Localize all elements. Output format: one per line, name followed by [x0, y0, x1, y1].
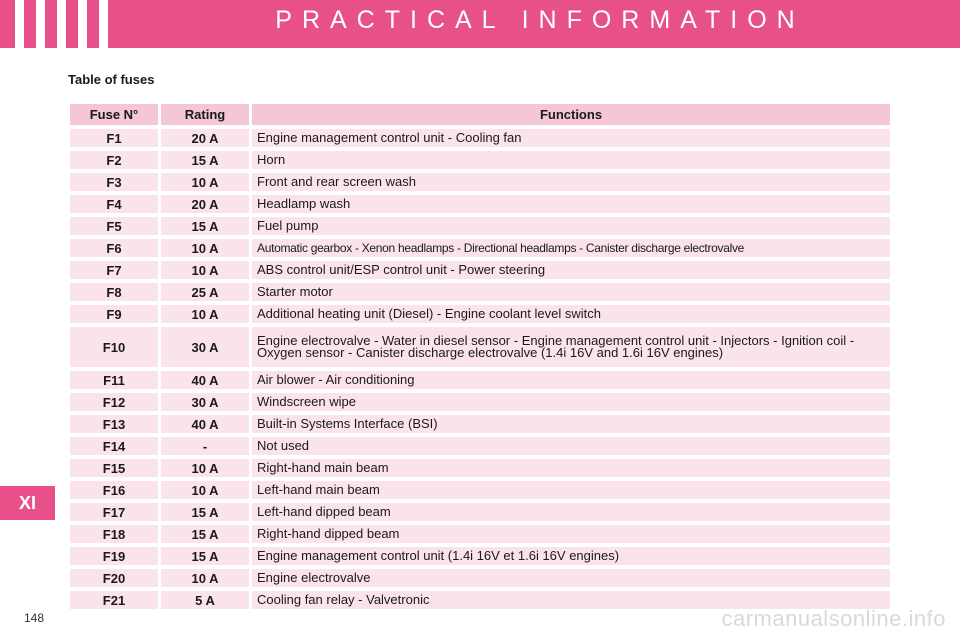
column-header-fuse: Fuse N°	[70, 104, 158, 125]
fuse-number: F1	[70, 129, 158, 147]
fuse-rating: 20 A	[161, 195, 249, 213]
fuse-rating: 15 A	[161, 547, 249, 565]
fuse-function: Built-in Systems Interface (BSI)	[252, 415, 890, 433]
table-row	[70, 129, 890, 147]
fuse-rating: 10 A	[161, 305, 249, 323]
table-row	[70, 305, 890, 323]
fuse-number: F15	[70, 459, 158, 477]
fuse-number: F17	[70, 503, 158, 521]
table-row	[70, 481, 890, 499]
fuse-rating: 10 A	[161, 569, 249, 587]
page-title: PRACTICAL INFORMATION	[275, 6, 805, 34]
fuse-number: F19	[70, 547, 158, 565]
fuse-function: Automatic gearbox - Xenon headlamps - Directional headlamps - Canister discharge electrovalve	[252, 239, 890, 257]
fuse-number: F10	[70, 327, 158, 367]
fuse-table	[67, 100, 893, 613]
fuse-function: Front and rear screen wash	[252, 173, 890, 191]
column-header-rating: Rating	[161, 104, 249, 125]
fuse-function: Windscreen wipe	[252, 393, 890, 411]
fuse-rating: 10 A	[161, 459, 249, 477]
fuse-rating: 25 A	[161, 283, 249, 301]
fuse-number: F6	[70, 239, 158, 257]
table-row	[70, 327, 890, 367]
chapter-tab: XI	[0, 486, 55, 520]
fuse-rating: -	[161, 437, 249, 455]
fuse-function: Engine management control unit (1.4i 16V et 1.6i 16V engines)	[252, 547, 890, 565]
fuse-rating: 10 A	[161, 481, 249, 499]
fuse-function: Headlamp wash	[252, 195, 890, 213]
header-stripes-decoration	[0, 0, 120, 48]
fuse-function: Engine electrovalve	[252, 569, 890, 587]
fuse-function: Engine electrovalve - Water in diesel sensor - Engine management control unit - Injectors - Ignition coil - Oxygen sensor - Canister discharge electrovalve (1.4i 16V and 1.6i 16V engines)	[252, 327, 890, 367]
table-header-row	[70, 104, 890, 125]
table-row	[70, 393, 890, 411]
table-row	[70, 459, 890, 477]
fuse-number: F11	[70, 371, 158, 389]
section-title: Table of fuses	[68, 72, 155, 87]
fuse-rating: 30 A	[161, 327, 249, 367]
fuse-number: F7	[70, 261, 158, 279]
table-row	[70, 437, 890, 455]
fuse-function: Engine management control unit - Cooling fan	[252, 129, 890, 147]
fuse-number: F4	[70, 195, 158, 213]
table-row	[70, 525, 890, 543]
table-row	[70, 239, 890, 257]
fuse-rating: 15 A	[161, 151, 249, 169]
fuse-rating: 10 A	[161, 173, 249, 191]
fuse-rating: 10 A	[161, 239, 249, 257]
fuse-rating: 15 A	[161, 525, 249, 543]
fuse-rating: 15 A	[161, 217, 249, 235]
fuse-rating: 5 A	[161, 591, 249, 609]
fuse-number: F18	[70, 525, 158, 543]
fuse-number: F9	[70, 305, 158, 323]
column-header-functions: Functions	[252, 104, 890, 125]
fuse-number: F5	[70, 217, 158, 235]
fuse-function: ABS control unit/ESP control unit - Power steering	[252, 261, 890, 279]
fuse-function: Cooling fan relay - Valvetronic	[252, 591, 890, 609]
fuse-function: Additional heating unit (Diesel) - Engine coolant level switch	[252, 305, 890, 323]
fuse-number: F3	[70, 173, 158, 191]
table-row	[70, 569, 890, 587]
fuse-function: Fuel pump	[252, 217, 890, 235]
fuse-number: F12	[70, 393, 158, 411]
fuse-number: F16	[70, 481, 158, 499]
table-row	[70, 261, 890, 279]
fuse-function: Left-hand dipped beam	[252, 503, 890, 521]
fuse-function: Not used	[252, 437, 890, 455]
table-row	[70, 547, 890, 565]
fuse-number: F8	[70, 283, 158, 301]
table-row	[70, 195, 890, 213]
fuse-rating: 20 A	[161, 129, 249, 147]
watermark: carmanualsonline.info	[721, 606, 946, 631]
fuse-rating: 30 A	[161, 393, 249, 411]
fuse-rating: 10 A	[161, 261, 249, 279]
fuse-rating: 40 A	[161, 371, 249, 389]
table-row	[70, 415, 890, 433]
table-row	[70, 151, 890, 169]
page-number: 148	[24, 611, 45, 625]
table-row	[70, 173, 890, 191]
fuse-number: F21	[70, 591, 158, 609]
fuse-function: Starter motor	[252, 283, 890, 301]
fuse-number: F14	[70, 437, 158, 455]
table-row	[70, 371, 890, 389]
fuse-function: Left-hand main beam	[252, 481, 890, 499]
fuse-function: Right-hand dipped beam	[252, 525, 890, 543]
fuse-rating: 15 A	[161, 503, 249, 521]
fuse-rating: 40 A	[161, 415, 249, 433]
fuse-number: F2	[70, 151, 158, 169]
fuse-function: Right-hand main beam	[252, 459, 890, 477]
table-row	[70, 503, 890, 521]
fuse-function: Air blower - Air conditioning	[252, 371, 890, 389]
fuse-function: Horn	[252, 151, 890, 169]
table-row	[70, 217, 890, 235]
header-bar	[0, 0, 960, 48]
fuse-number: F20	[70, 569, 158, 587]
table-row	[70, 283, 890, 301]
fuse-number: F13	[70, 415, 158, 433]
